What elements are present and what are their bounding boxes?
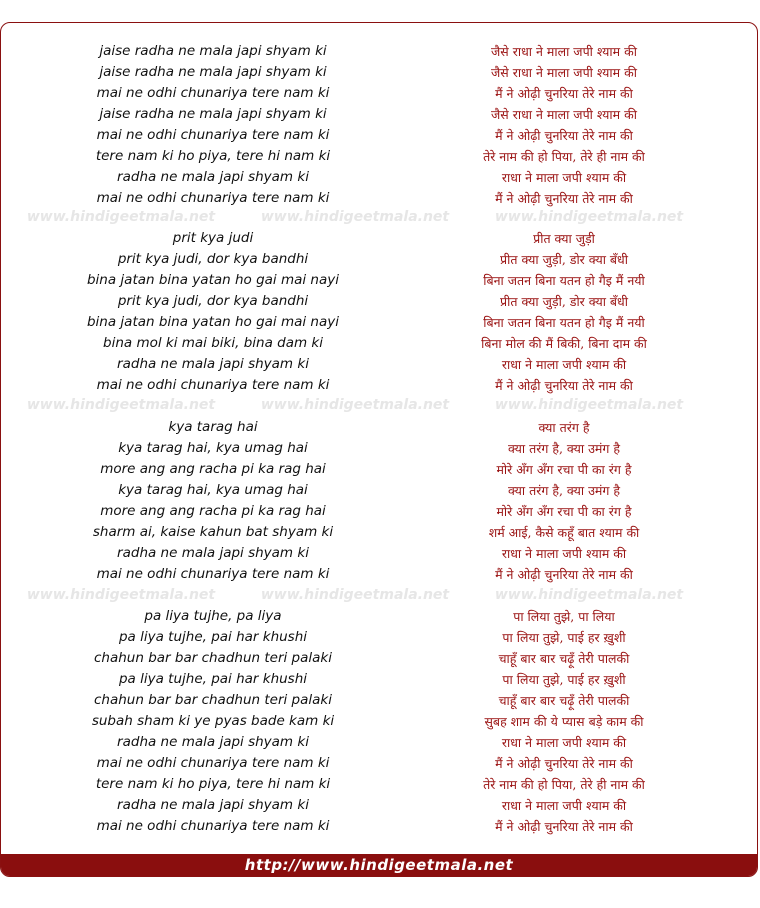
footer-bar <box>1 854 757 876</box>
watermark-text: www.hindigeetmala.net <box>494 209 684 225</box>
lyric-line-english: more ang ang racha pi ka rag hai <box>100 503 326 519</box>
lyric-line-hindi: प्रीत क्या जुड़ी <box>533 231 595 246</box>
lyric-line-english: kya tarag hai, kya umag hai <box>118 482 308 498</box>
lyric-line-english: tere nam ki ho piya, tere hi nam ki <box>95 776 331 792</box>
lyric-line-english: mai ne odhi chunariya tere nam ki <box>96 818 330 834</box>
lyric-line-hindi: मैं ने ओढ़ी चुनरिया तेरे नाम की <box>495 191 633 206</box>
lyric-line-hindi: मैं ने ओढ़ी चुनरिया तेरे नाम की <box>495 128 633 143</box>
lyric-line-english: tere nam ki ho piya, tere hi nam ki <box>95 148 331 164</box>
lyric-line-english: radha ne mala japi shyam ki <box>117 797 309 813</box>
lyric-line-english: jaise radha ne mala japi shyam ki <box>99 43 327 59</box>
lyric-line-english: mai ne odhi chunariya tere nam ki <box>96 127 330 143</box>
lyric-line-hindi: तेरे नाम की हो पिया, तेरे ही नाम की <box>483 149 645 164</box>
lyric-line-hindi: प्रीत क्या जुड़ी, डोर क्या बँधी <box>500 252 628 267</box>
lyric-line-hindi: क्या तरंग है, क्या उमंग है <box>507 483 621 498</box>
lyric-line-english: bina mol ki mai biki, bina dam ki <box>103 335 323 351</box>
lyric-line-hindi: मैं ने ओढ़ी चुनरिया तेरे नाम की <box>495 756 633 771</box>
lyric-line-hindi: क्या तरंग है, क्या उमंग है <box>507 441 621 456</box>
watermark-text: www.hindigeetmala.net <box>260 397 450 413</box>
lyric-line-hindi: सुबह शाम की ये प्यास बड़े काम की <box>484 714 644 729</box>
lyric-line-english: pa liya tujhe, pai har khushi <box>118 629 308 645</box>
lyric-line-hindi: मैं ने ओढ़ी चुनरिया तेरे नाम की <box>495 567 633 582</box>
lyric-line-english: radha ne mala japi shyam ki <box>117 545 309 561</box>
lyric-line-hindi: जैसे राधा ने माला जपी श्याम की <box>491 65 637 80</box>
lyric-line-hindi: जैसे राधा ने माला जपी श्याम की <box>491 44 637 59</box>
lyric-line-hindi: मैं ने ओढ़ी चुनरिया तेरे नाम की <box>495 378 633 393</box>
lyric-line-english: bina jatan bina yatan ho gai mai nayi <box>86 314 340 330</box>
lyric-line-hindi: पा लिया तुझे, पा लिया <box>513 609 615 624</box>
watermark-text: www.hindigeetmala.net <box>26 587 216 603</box>
lyric-line-hindi: मोरे अँग अँग रचा पी का रंग है <box>496 462 632 477</box>
lyric-line-english: kya tarag hai, kya umag hai <box>118 440 308 456</box>
watermark-row <box>1 397 758 417</box>
lyric-line-english: chahun bar bar chadhun teri palaki <box>94 650 332 666</box>
lyric-line-hindi: राधा ने माला जपी श्याम की <box>501 170 627 185</box>
watermark-text: www.hindigeetmala.net <box>260 587 450 603</box>
lyric-line-english: prit kya judi, dor kya bandhi <box>117 251 309 267</box>
lyric-line-hindi: जैसे राधा ने माला जपी श्याम की <box>491 107 637 122</box>
lyric-line-english: subah sham ki ye pyas bade kam ki <box>91 713 335 729</box>
lyric-line-hindi: मैं ने ओढ़ी चुनरिया तेरे नाम की <box>495 819 633 834</box>
lyric-line-english: more ang ang racha pi ka rag hai <box>100 461 326 477</box>
watermark-text: www.hindigeetmala.net <box>260 209 450 225</box>
lyric-line-hindi: तेरे नाम की हो पिया, तेरे ही नाम की <box>483 777 645 792</box>
lyric-line-english: mai ne odhi chunariya tere nam ki <box>96 85 330 101</box>
lyric-line-hindi: राधा ने माला जपी श्याम की <box>501 735 627 750</box>
lyric-line-english: pa liya tujhe, pa liya <box>144 608 282 624</box>
lyric-line-hindi: चाहूँ बार बार चढ़ूँ तेरी पालकी <box>498 651 630 666</box>
lyric-line-english: radha ne mala japi shyam ki <box>117 169 309 185</box>
watermark-text: www.hindigeetmala.net <box>494 587 684 603</box>
lyric-line-hindi: राधा ने माला जपी श्याम की <box>501 798 627 813</box>
watermark-row <box>1 587 758 607</box>
lyric-line-english: mai ne odhi chunariya tere nam ki <box>96 755 330 771</box>
lyric-line-english: prit kya judi, dor kya bandhi <box>117 293 309 309</box>
lyric-line-english: prit kya judi <box>172 230 254 246</box>
lyric-line-hindi: मैं ने ओढ़ी चुनरिया तेरे नाम की <box>495 86 633 101</box>
lyric-line-hindi: पा लिया तुझे, पाई हर ख़ुशी <box>502 672 626 687</box>
footer-url-link[interactable]: http://www.hindigeetmala.net <box>244 856 514 874</box>
watermark-text: www.hindigeetmala.net <box>494 397 684 413</box>
lyric-line-english: chahun bar bar chadhun teri palaki <box>94 692 332 708</box>
lyric-line-english: bina jatan bina yatan ho gai mai nayi <box>86 272 340 288</box>
lyric-line-english: jaise radha ne mala japi shyam ki <box>99 106 327 122</box>
watermark-text: www.hindigeetmala.net <box>26 397 216 413</box>
lyric-line-hindi: चाहूँ बार बार चढ़ूँ तेरी पालकी <box>498 693 630 708</box>
lyric-line-hindi: शर्म आई, कैसे कहूँ बात श्याम की <box>488 525 640 540</box>
lyric-line-hindi: राधा ने माला जपी श्याम की <box>501 357 627 372</box>
lyric-line-hindi: राधा ने माला जपी श्याम की <box>501 546 627 561</box>
lyric-line-english: kya tarag hai <box>168 419 258 435</box>
lyric-line-english: radha ne mala japi shyam ki <box>117 356 309 372</box>
lyric-line-english: mai ne odhi chunariya tere nam ki <box>96 566 330 582</box>
lyric-line-hindi: प्रीत क्या जुड़ी, डोर क्या बँधी <box>500 294 628 309</box>
lyric-line-english: sharm ai, kaise kahun bat shyam ki <box>92 524 334 540</box>
lyric-line-english: radha ne mala japi shyam ki <box>117 734 309 750</box>
lyric-line-english: pa liya tujhe, pai har khushi <box>118 671 308 687</box>
lyric-line-hindi: बिना जतन बिना यतन हो गैइ मैं नयी <box>483 273 645 288</box>
lyric-line-hindi: पा लिया तुझे, पाई हर ख़ुशी <box>502 630 626 645</box>
lyrics-panel <box>0 22 758 877</box>
lyric-line-hindi: बिना मोल की मैं बिकी, बिना दाम की <box>481 336 647 351</box>
lyric-line-hindi: बिना जतन बिना यतन हो गैइ मैं नयी <box>483 315 645 330</box>
lyric-line-hindi: क्या तरंग है <box>538 420 590 435</box>
lyric-line-hindi: मोरे अँग अँग रचा पी का रंग है <box>496 504 632 519</box>
lyric-line-english: jaise radha ne mala japi shyam ki <box>99 64 327 80</box>
watermark-row <box>1 209 758 229</box>
lyric-line-english: mai ne odhi chunariya tere nam ki <box>96 377 330 393</box>
watermark-text: www.hindigeetmala.net <box>26 209 216 225</box>
lyric-line-english: mai ne odhi chunariya tere nam ki <box>96 190 330 206</box>
